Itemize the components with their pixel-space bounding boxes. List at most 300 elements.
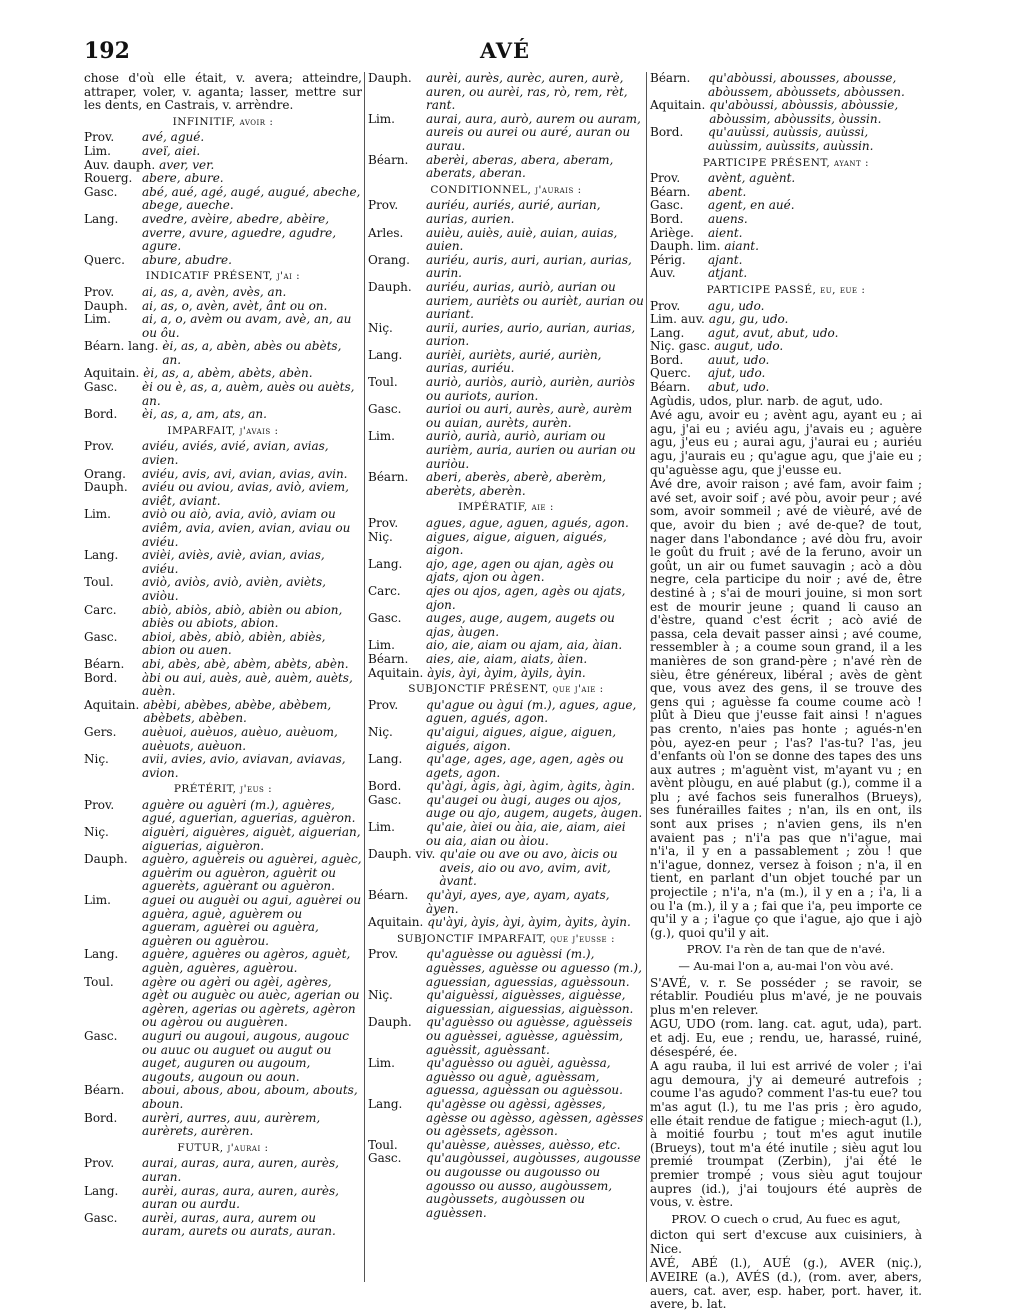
conjugation-entry — [368, 612, 644, 639]
verb-forms: auièu, auiès, auiè, auian, auias, auien. — [426, 225, 618, 254]
verb-forms: qu'aguèsso ou aguèsse, aguèsseis ou aguèssei, aguèsse, aguèssim, aguèssit, aguèssant. — [426, 1015, 633, 1057]
verb-forms: qu'ague ou àgui (m.), agues, ague, aguen, agués, agon. — [426, 697, 637, 726]
conjugation-entry — [368, 753, 644, 780]
conjugation-entry — [368, 780, 644, 794]
verb-forms: aurèi, aurès, aurèc, auren, aurè, auren, ou aurèi, ras, rò, rem, rèt, rant. — [426, 71, 628, 113]
dialect-label: Lim. — [368, 638, 395, 653]
verb-forms: qu'aguèsso ou aguèi, aguèssa, aguèsso ou aguè, aguèssam, aguessa, aguèssan ou aguèssou. — [426, 1056, 623, 1098]
verb-forms: àyis, àyi, àyim, àyils, àyin. — [427, 665, 586, 680]
verb-forms: agut, avut, abut, udo. — [708, 325, 839, 340]
conjugation-entry — [368, 72, 644, 113]
tense-heading: INDICATIF PRÉSENT, j'ai : — [145, 270, 301, 283]
verb-forms: qu'aguèsse ou aguèssi (m.), aguèsses, aguèsse ou aguesso (m.), aguessian, aguessias, aguèssoun. — [426, 947, 642, 989]
conjugation-entry — [84, 1157, 362, 1184]
dialect-label: Gasc. — [368, 1151, 402, 1166]
conjugation-entry — [84, 254, 362, 268]
dialect-label: Gasc. — [84, 629, 118, 644]
verb-forms: augut, udo. — [714, 339, 784, 354]
dialect-label: Lim. auv. — [650, 312, 705, 327]
conjugation-entry — [368, 281, 644, 322]
conjugation-entry — [84, 1112, 362, 1139]
paragraph: AVÉ, ABÉ (l.), AUÉ (g.), AVER (niç.), AVEIRE (a.), AVÉS (d.), (rom. aver, abers, auers, cat. aver, esp. haber, port. haver, it. avere, b. lat. — [650, 1256, 922, 1312]
verb-forms: aurii, auries, aurio, aurian, aurias, aurion. — [426, 320, 636, 349]
conjugation-entry — [84, 440, 362, 467]
conjugation-entry — [650, 313, 922, 327]
conjugation-entry — [368, 1152, 644, 1220]
verb-forms: avé, agué. — [142, 130, 205, 145]
verb-forms: qu'àyi, àyis, àyi, àyim, àyits, àyin. — [427, 915, 631, 930]
verb-forms: auriéu, aurias, auriò, aurian ou auriem, aurièts ou aurièt, aurian ou auriant. — [426, 279, 644, 322]
conjugation-entry — [84, 159, 362, 173]
conjugation-entry — [368, 653, 644, 667]
verb-forms: auriò, aurià, auriò, auriam ou aurièm, auria, aurien ou aurian ou auriòu. — [426, 429, 636, 471]
conjugation-entry — [84, 826, 362, 853]
dialect-label: Aquitain. — [84, 366, 140, 381]
conjugation-entry — [650, 267, 922, 281]
verb-forms: qu'àgi, àgis, àgi, àgim, àgits, àgin. — [426, 779, 635, 794]
conjugation-entry — [84, 853, 362, 894]
dialect-label: Auv. dauph. — [84, 157, 156, 172]
conjugation-entry — [84, 340, 362, 367]
conjugation-entry — [84, 213, 362, 254]
tense-heading: SUBJONCTIF PRÉSENT, que j'aie : — [408, 683, 604, 696]
verb-forms: aboui, abous, abou, aboum, abouts, aboun. — [142, 1083, 358, 1111]
dialect-label: Lim. — [368, 111, 395, 126]
dialect-label: Prov. — [650, 298, 681, 313]
verb-forms: abiò, abiòs, abiò, abièn ou abion, abiès ou abiots, abion. — [142, 602, 343, 631]
conjugation-entry — [650, 186, 922, 200]
verb-forms: qu'auùssi, auùssis, auùssi, auùssim, auùssits, auùssin. — [708, 125, 874, 153]
dialect-label: Lim. — [84, 893, 111, 908]
conjugation-entry — [650, 199, 922, 213]
conjugation-entry — [84, 658, 362, 672]
conjugation-entry — [650, 213, 922, 227]
dialect-label: Gasc. — [84, 184, 118, 199]
verb-forms: àbi ou aui, auès, auè, auèm, auèts, auèn. — [142, 670, 353, 699]
conjugation-entry — [84, 894, 362, 948]
conjugation-entry — [368, 1016, 644, 1057]
dialect-label: Lang. — [84, 1183, 119, 1198]
paragraph: Agùdis, udos, plur. narb. de agut, udo. — [650, 393, 883, 408]
verb-forms: aurèi, auras, aura, aurem ou auram, aurets ou aurats, auran. — [142, 1210, 336, 1239]
conjugation-entry — [368, 376, 644, 403]
dialect-label: Prov. — [84, 130, 115, 145]
dialect-label: Béarn. — [368, 152, 409, 167]
conjugation-entry — [368, 471, 644, 498]
proverb: — Au-mai l'on a, au-mai l'on vòu avé. — [678, 959, 894, 973]
verb-forms: aver, ver. — [159, 157, 215, 172]
verb-forms: auges, auge, augem, augets ou ajas, àugen. — [426, 611, 615, 639]
dialect-label: Prov. — [84, 797, 115, 812]
verb-forms: avènt, aguènt. — [708, 171, 796, 186]
verb-forms: qu'aigui, aigues, aigue, aiguen, aigués, aigon. — [426, 724, 617, 753]
conjugation-entry — [368, 794, 644, 821]
verb-forms: qu'aie ou ave ou avo, àicis ou aveis, aio ou avo, avim, avit, àvant. — [439, 847, 618, 889]
dialect-label: Niç. gasc. — [650, 339, 711, 354]
verb-forms: agent, en aué. — [708, 198, 795, 213]
dialect-label: Dauph. — [368, 279, 412, 294]
verb-forms: ai, a, o, avèm ou avam, avè, an, au ou ôu. — [142, 312, 352, 340]
dialect-label: Niç. — [368, 529, 393, 544]
dialect-label: Prov. — [368, 516, 399, 530]
verb-forms: agu, gu, udo. — [708, 312, 789, 327]
verb-forms: abure, abudre. — [142, 252, 232, 267]
verb-forms: auens. — [708, 211, 748, 226]
page-number: 192 — [84, 38, 130, 64]
dialect-label: Aquitain. — [650, 98, 706, 113]
dialect-label: Bord. — [650, 211, 684, 226]
conjugation-entry — [84, 753, 362, 780]
conjugation-entry — [84, 1212, 362, 1239]
verb-forms: auguri ou augoui, augous, augouc ou auuc ou auguet ou augut ou auget, auguren ou augoum, augouts, augoun ou aoun. — [142, 1028, 349, 1084]
dialect-label: Dauph. viv. — [368, 847, 436, 862]
conjugation-entry — [84, 948, 362, 975]
conjugation-entry — [650, 99, 922, 126]
verb-forms: aguère, aguères ou agèros, aguèt, aguèn, aguères, aguèrou. — [142, 947, 351, 975]
paragraph: Avé agu, avoir eu ; avènt agu, ayant eu ; ai agu, j'ai eu ; aviéu agu, j'avais eu ; aguère agu, j'eus eu ; aurai agu, j'aurai eu ; auriéu agu, j'aurais eu ; qu'ague agu, que j'aie eu ; qu'aguèsse agu, que j'eusse eu. — [650, 408, 922, 477]
dialect-label: Gasc. — [368, 402, 402, 417]
dialect-label: Lim. — [368, 1056, 395, 1071]
verb-forms: èi, as, a, abèn, abès ou abèts, an. — [162, 339, 342, 367]
dialect-label: Gers. — [84, 724, 117, 739]
tense-heading: CONDITIONNEL, j'aurais : — [430, 183, 582, 196]
paragraph: AGU, UDO (rom. lang. cat. agut, uda), part. et adj. Eu, eue ; rendu, ue, harassé, ruiné, désespéré, ée. — [650, 1017, 922, 1059]
verb-forms: aviò, aviòs, aviò, avièn, avièts, aviòu. — [142, 575, 326, 603]
conjugation-entry — [84, 604, 362, 631]
verb-forms: abioi, abès, abiò, abièn, abiès, abion ou auen. — [142, 629, 326, 658]
tense-heading: FUTUR, j'aurai : — [177, 1141, 269, 1154]
conjugation-entry — [650, 227, 922, 241]
column-rule-left — [364, 72, 365, 1282]
verb-forms: aurèri, aurres, auu, aurèrem, aurèrets, aurèren. — [142, 1110, 321, 1139]
conjugation-entry — [84, 481, 362, 508]
dialect-label: Béarn. lang. — [84, 339, 159, 354]
proverb: PROV. O cuech o crud, Au fuec es agut, — [671, 1211, 901, 1226]
dialect-label: Lang. — [84, 548, 119, 563]
paragraph: A agu rauba, il lui est arrivé de voler ; i'ai agu demoura, j'y ai demeuré autrefois ; coume l'as agudo? comment l'as-tu eue? tou m'as agut (l.), tu me l'as pris ; èro agudo, elle était rendue de fatigue ; miech-agut (l.), à moitié fourbu ; tout m'es agut inutile (Brueys), tout m'a été inutile ; sièu agut lou premié troumpat (Zerbin), j'ai été le premier trompé ; vous sièu agut toujour aupres (id.), j'ai toujours été auprès de vous, v. èstre. — [650, 1059, 922, 1210]
dialect-label: Béarn. — [650, 380, 691, 395]
dialect-label: Lang. — [84, 211, 119, 226]
conjugation-entry — [368, 254, 644, 281]
dialect-label: Aquitain. — [368, 915, 424, 930]
conjugation-entry — [84, 145, 362, 159]
dialect-label: Bord. — [84, 670, 118, 685]
dialect-label: Lang. — [650, 325, 685, 340]
conjugation-entry — [84, 549, 362, 576]
conjugation-entry — [368, 989, 644, 1016]
verb-forms: aguèro, aguèreis ou aguèrei, aguèc, aguèrim ou aguèron, aguèrit ou aguerèts, aguèrant ou aguèron. — [142, 852, 362, 894]
dialect-label: Prov. — [368, 947, 399, 962]
conjugation-entry — [84, 286, 362, 300]
conjugation-entry — [368, 227, 644, 254]
conjugation-entry — [650, 327, 922, 341]
dialect-label: Lang. — [368, 1096, 403, 1111]
verb-forms: abut, udo. — [708, 380, 770, 395]
column-2 — [368, 72, 644, 1220]
verb-forms: aguei ou auguèi ou agui, aguèrei ou aguèra, aguè, aguèrem ou agueram, aguèrei ou aguèra, aguèren ou aguèrou. — [142, 893, 362, 948]
conjugation-entry — [84, 672, 362, 699]
dialect-label: Prov. — [368, 697, 399, 712]
verb-forms: abèbi, abèbes, abèbe, abèbem, abèbets, abèben. — [143, 697, 332, 726]
verb-forms: aberèi, aberas, abera, aberam, aberats, aberan. — [426, 152, 614, 181]
dialect-label: Niç. — [368, 988, 393, 1003]
verb-forms: aveï, aiei. — [142, 143, 201, 158]
conjugation-entry — [84, 1084, 362, 1111]
verb-forms: qu'augòussei, augòusses, augousse ou augousse ou augousso ou agousso ou ausso, augòussem, augòussets, augòussen ou aguèssen. — [426, 1151, 641, 1220]
dialect-label: Béarn. — [650, 71, 691, 85]
dialect-label: Aquitain. — [368, 665, 424, 680]
dialect-label: Dauph. — [84, 480, 128, 495]
dialect-label: Prov. — [650, 171, 681, 186]
dialect-label: Querc. — [84, 252, 125, 267]
verb-forms: qu'àyi, ayes, aye, ayam, ayats, àyen. — [426, 888, 610, 916]
verb-forms: aio, aie, aiam ou ajam, aia, àian. — [426, 638, 623, 653]
dialect-label: Carc. — [84, 602, 117, 617]
dialect-label: Béarn. — [84, 1083, 125, 1098]
verb-forms: aurai, auras, aura, auren, aurès, auran. — [142, 1156, 339, 1184]
verb-forms: èi, as, a, abèm, abèts, abèn. — [143, 366, 313, 381]
conjugation-entry — [368, 667, 644, 681]
dialect-label: Toul. — [368, 1137, 398, 1152]
verb-forms: agu, udo. — [708, 298, 765, 313]
verb-forms: aiant. — [724, 239, 759, 254]
dialect-label: Prov. — [368, 198, 399, 213]
conjugation-entry — [650, 340, 922, 354]
conjugation-entry — [368, 585, 644, 612]
dialect-label: Lim. — [368, 429, 395, 444]
dialect-label: Niç. — [368, 724, 393, 739]
conjugation-entry — [650, 254, 922, 268]
tense-heading: PARTICIPE PRÉSENT, ayant : — [702, 156, 870, 169]
dialect-label: Aquitain. — [84, 697, 140, 712]
verb-forms: ajut, udo. — [708, 366, 766, 381]
verb-forms: aurièi, aurièts, aurié, aurièn, aurias, auriéu. — [426, 347, 602, 376]
verb-forms: auriò, auriòs, auriò, aurièn, auriòs ou auriots, aurion. — [426, 375, 635, 403]
dialect-label: Gasc. — [84, 1028, 118, 1043]
column-1 — [84, 72, 362, 1239]
verb-forms: aviéu, avis, avi, avian, avias, avin. — [142, 466, 348, 481]
dialect-label: Niç. — [84, 752, 109, 767]
conjugation-entry — [368, 948, 644, 989]
dialect-label: Orang. — [84, 466, 126, 481]
conjugation-entry — [84, 313, 362, 340]
conjugation-entry — [84, 631, 362, 658]
dialect-label: Gasc. — [84, 1210, 118, 1225]
conjugation-entry — [368, 349, 644, 376]
conjugation-entry — [368, 726, 644, 753]
dialect-label: Arles. — [368, 225, 404, 240]
conjugation-entry — [84, 381, 362, 408]
conjugation-entry — [650, 354, 922, 368]
conjugation-entry — [650, 72, 922, 99]
dialect-label: Niç. — [84, 825, 109, 840]
verb-forms: abé, aué, agé, augé, augué, abeche, abege, aueche. — [142, 184, 361, 213]
conjugation-entry — [368, 889, 644, 916]
dialect-label: Gasc. — [84, 380, 118, 395]
dialect-label: Lang. — [368, 347, 403, 362]
conjugation-entry — [84, 300, 362, 314]
conjugation-entry — [368, 699, 644, 726]
verb-forms: aberi, aberès, aberè, aberèm, aberèts, aberèn. — [426, 470, 607, 498]
dialect-label: Dauph. lim. — [650, 239, 721, 254]
conjugation-entry — [368, 821, 644, 848]
verb-forms: ajo, age, agen ou ajan, agès ou ajats, ajon ou àgen. — [426, 556, 614, 585]
column-3 — [650, 72, 922, 1313]
verb-forms: aurioi ou auri, aurès, aurè, aurèm ou auian, aurèts, aurèn. — [426, 402, 633, 430]
tense-heading: IMPÉRATIF, aie : — [458, 501, 554, 514]
dialect-label: Querc. — [650, 366, 691, 381]
verb-forms: èi ou è, as, a, auèm, auès ou auèts, an. — [142, 380, 355, 408]
running-head: AVÉ — [480, 38, 531, 63]
dialect-label: Toul. — [368, 375, 398, 390]
verb-forms: auut, udo. — [708, 352, 770, 367]
dialect-label: Bord. — [650, 125, 684, 140]
conjugation-entry — [650, 367, 922, 381]
verb-forms: abere, abure. — [142, 171, 224, 186]
dialect-label: Gasc. — [368, 611, 402, 626]
dialect-label: Ariège. — [650, 225, 694, 240]
conjugation-entry — [84, 1185, 362, 1212]
conjugation-entry — [368, 430, 644, 471]
proverb: PROV. I'a rèn de tan que de n'avé. — [686, 942, 886, 957]
verb-forms: aviéu, aviés, avié, avian, avias, avien. — [142, 439, 329, 468]
verb-forms: agues, ague, aguen, agués, agon. — [426, 516, 629, 530]
dialect-label: Béarn. — [368, 470, 409, 485]
paragraph: S'AVÉ, v. r. Se posséder ; se ravoir, se rétablir. Poudiéu plus m'avé, je ne pouvais plus m'en relever. — [650, 975, 922, 1017]
verb-forms: agère ou agèri ou agèi, agères, agèt ou auguèc ou auèc, agerian ou agèren, agerias ou agèrets, agèron ou agèrou ou auguèren. — [142, 974, 360, 1030]
verb-forms: aient. — [708, 225, 743, 240]
verb-forms: auriéu, auriés, aurié, aurian, aurias, aurien. — [426, 198, 601, 226]
verb-forms: qu'age, ages, age, agen, agès ou agets, agon. — [426, 752, 624, 780]
conjugation-entry — [84, 367, 362, 381]
verb-forms: aviéu ou aviou, avias, aviò, aviem, aviêt, aviant. — [142, 480, 349, 508]
conjugation-entry — [368, 639, 644, 653]
conjugation-entry — [84, 799, 362, 826]
verb-forms: ajant. — [708, 252, 743, 267]
dialect-label: Béarn. — [84, 656, 125, 671]
dialect-label: Bord. — [84, 407, 118, 422]
paragraph: dicton qui sert d'excuse aux cuisiniers, à Nice. — [650, 1228, 922, 1256]
dialect-label: Lim. — [84, 507, 111, 522]
conjugation-entry — [84, 576, 362, 603]
dialect-label: Niç. — [368, 320, 393, 335]
dialect-label: Auv. — [650, 266, 676, 281]
dialect-label: Dauph. — [84, 852, 128, 867]
dialect-label: Lim. — [368, 820, 395, 835]
conjugation-entry — [368, 322, 644, 349]
dialect-label: Dauph. — [368, 71, 412, 85]
verb-forms: qu'auèsse, auèsses, auèsso, etc. — [426, 1137, 621, 1152]
conjugation-entry — [84, 468, 362, 482]
conjugation-entry — [368, 1098, 644, 1139]
verb-forms: abent. — [708, 184, 747, 199]
verb-forms: qu'abòussi, abòussis, abòussie, abòussim, abòussits, òussin. — [709, 98, 899, 126]
verb-forms: aies, aie, aiam, aiats, àien. — [426, 651, 588, 666]
verb-forms: ai, as, a, avèn, avès, an. — [142, 284, 287, 299]
verb-forms: ai, as, o, avèn, avèt, ânt ou on. — [142, 298, 328, 313]
conjugation-entry — [368, 199, 644, 226]
verb-forms: auèuoi, auèuos, auèuo, auèuom, auèuots, auèuon. — [142, 724, 338, 753]
tense-heading: PARTICIPE PASSÉ, eu, eue : — [706, 283, 866, 296]
verb-forms: aguère ou aguèri (m.), aguères, agué, aguerian, aguerias, aguèron. — [142, 797, 356, 826]
dialect-label: Lang. — [84, 947, 119, 962]
dialect-label: Orang. — [368, 252, 410, 267]
paragraph: Avé dre, avoir raison ; avé fam, avoir faim ; avé set, avoir soif ; avé pòu, avoir peur ; avé som, avoir sommeil ; avé de vièuré, avé de que, avoir du bien ; avé de-que? de tout, nager dans l'abondance ; avé dòu fru, avoir le goût du fruit ; avé de la feruno, avoir un goût, un air ou fumet sauvagin ; acò a dòu negre, cela participe du noir ; avé de, être destiné à ; s'ai de mouri jouine, si mon sort est de mourir jeune ; quand li causo an d'èstre, quand c'est écrit ; acò avié de passa, cela devait passer ainsi ; avé coume, ressembler à ; a coume soun grand, il a les manières de son grand-père ; n'avé rèn de sièu, être généreux, libéral ; avès de gènt que, vous avez des gens, il se trouve des gens qui ; aguèsse fa coume coume acò ! plût à Dieu que j'eusse fait ainsi ! n'agues pas crento, n'aies pas honte ; agués-n'en pòu, ayez-en peur ; l'as? l'as-tu? l'as, jeu d'enfants où l'on se donne des tapes des uns aux autres ; m'aguènt vist, m'ayant vu ; en avènt plòugu, en aué plabut (g.), comme il a plu ; avé fachos seis funeralhos (Brueys), ses funérailles faites ; n'an, ils en ont, ils sont aux prises ; n'avien gens, ils n'en avaient pas ; n'i'a pas que n'i'ague, mai n'i'a, il y en a passablement ; zòu ! que n'i'ague, donnez, versez à foison ; n'a, il en tient, en parlant d'un objet touché par un projectile ; n'i'a, n'a (m.), il y en a ; i'a, li a ou l'a (m.), il y a ; fai que i'a, peu importe ce qu'il y a ; i'ague ço que i'ague, ajo que i ajò (g.), quoi qu'il y ait. — [650, 477, 922, 940]
dialect-label: Prov. — [84, 1156, 115, 1171]
dialect-label: Prov. — [84, 439, 115, 454]
conjugation-entry — [84, 186, 362, 213]
verb-forms: qu'augei ou àugi, auges ou ajos, auge ou ajo, augem, augets, àugen. — [426, 792, 643, 821]
verb-forms: auriéu, auris, auri, aurian, aurias, aurin. — [426, 252, 632, 281]
conjugation-entry — [84, 172, 362, 186]
dialect-label: Carc. — [368, 583, 401, 598]
dialect-label: Dauph. — [84, 298, 128, 313]
conjugation-entry — [368, 916, 644, 930]
dialect-label: Lang. — [368, 556, 403, 571]
conjugation-entry — [650, 300, 922, 314]
dialect-label: Lang. — [368, 752, 403, 767]
verb-forms: avii, avies, avio, aviavan, aviavas, avion. — [142, 752, 346, 780]
conjugation-entry — [84, 131, 362, 145]
tense-heading: PRÉTÉRIT, j'eus : — [173, 783, 273, 796]
dialect-label: Prov. — [84, 284, 115, 299]
verb-forms: avedre, avèire, abedre, abèire, averre, avure, aguedre, agudre, agure. — [142, 211, 337, 254]
dialect-label: Périg. — [650, 252, 686, 267]
dialect-label: Bord. — [650, 352, 684, 367]
conjugation-entry — [368, 558, 644, 585]
verb-forms: èi, as, a, am, ats, an. — [142, 407, 267, 422]
page-header — [0, 38, 1024, 68]
verb-forms: qu'aiguèssi, aiguèsses, aiguèsse, aiguessian, aiguessias, aiguèsson. — [426, 988, 634, 1016]
verb-forms: atjant. — [708, 266, 748, 281]
dialect-label: Bord. — [84, 1110, 118, 1125]
dialect-label: Lim. — [84, 312, 111, 327]
conjugation-entry — [650, 240, 922, 254]
conjugation-entry — [368, 848, 644, 889]
dialect-label: Gasc. — [368, 792, 402, 807]
dialect-label: Lim. — [84, 143, 111, 158]
tense-heading: INFINITIF, avoir : — [172, 115, 274, 128]
dialect-label: Toul. — [84, 575, 114, 590]
dialect-label: Toul. — [84, 974, 114, 989]
column-rule-right — [646, 72, 647, 1282]
conjugation-entry — [84, 699, 362, 726]
tense-heading: IMPARFAIT, j'avais : — [167, 424, 279, 437]
verb-forms: aviò ou aiò, avia, aviò, aviam ou aviêm, avia, avien, avian, aviau ou aviéu. — [142, 507, 351, 549]
verb-forms: qu'abòussi, abousses, abousse, abòussem, abòussets, abòussen. — [708, 71, 905, 99]
verb-forms: ajes ou ajos, agen, agès ou ajats, ajon. — [426, 583, 626, 612]
dialect-label: Béarn. — [368, 651, 409, 666]
conjugation-entry — [84, 726, 362, 753]
conjugation-entry — [368, 1057, 644, 1098]
verb-forms: aurai, aura, aurò, aurem ou auram, aureis ou aurei ou auré, auran ou aurau. — [426, 111, 641, 153]
conjugation-entry — [84, 1030, 362, 1084]
verb-forms: aiguèri, aiguères, aiguèt, aiguerian, aiguerias, aiguèron. — [142, 825, 361, 853]
verb-forms: aigues, aigue, aiguen, aigués, aigon. — [426, 529, 607, 558]
conjugation-entry — [650, 126, 922, 153]
verb-forms: aurèi, auras, aura, auren, aurès, auran ou aurdu. — [142, 1183, 339, 1212]
verb-forms: qu'aie, àiei ou àia, aie, aiam, aiei ou aia, aian ou àiou. — [426, 820, 626, 848]
conjugation-entry — [368, 517, 644, 531]
conjugation-entry — [84, 408, 362, 422]
conjugation-entry — [650, 381, 922, 395]
dialect-label: Rouerg. — [84, 171, 133, 186]
conjugation-entry — [84, 508, 362, 549]
dialect-label: Dauph. — [368, 1015, 412, 1030]
verb-forms: qu'agèsse ou agèssi, agèsses, agèsse ou agèsso, agèssen, agèsses ou agèssets, agèsson. — [426, 1096, 644, 1139]
dialect-label: Gasc. — [650, 198, 684, 213]
verb-forms: avièi, aviès, aviè, avian, avias, aviéu. — [142, 548, 325, 576]
